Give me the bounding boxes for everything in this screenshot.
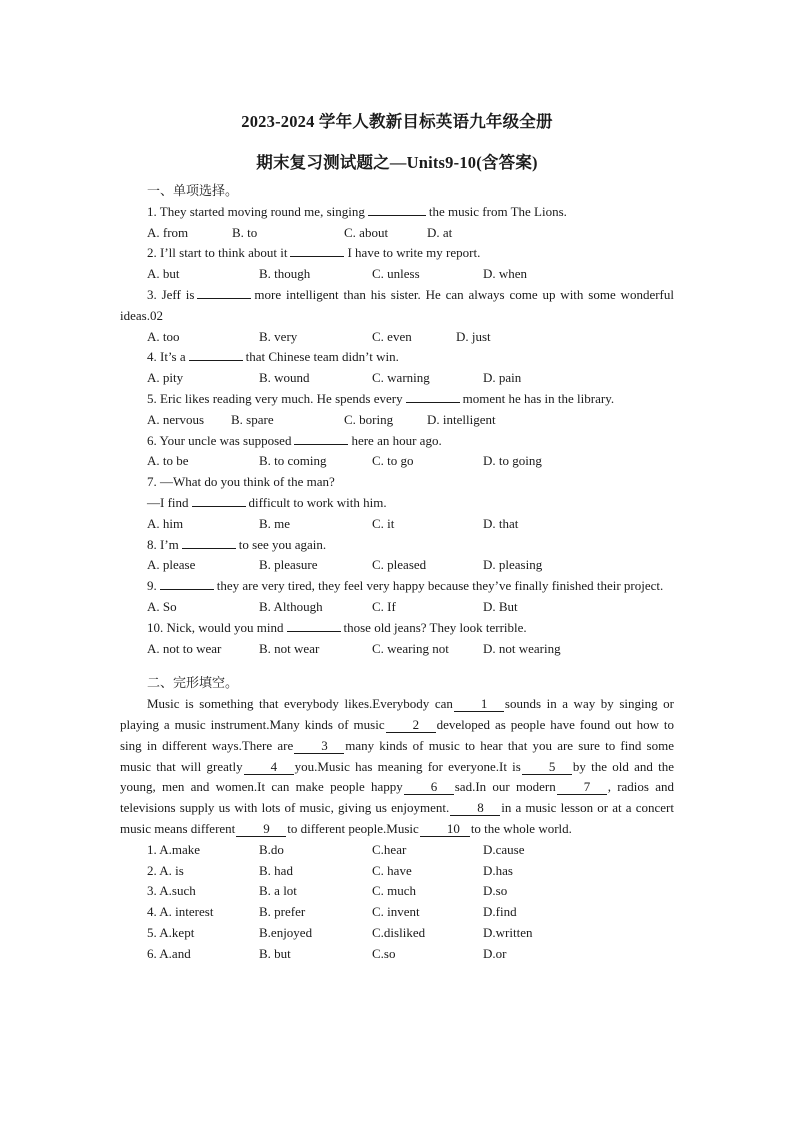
option-b: B. to coming [259, 453, 327, 469]
option-a: 4. A. interest [147, 904, 214, 920]
option-c: C.so [372, 945, 396, 961]
option-b: B.do [259, 841, 284, 857]
question-2: 2. I’ll start to think about it I have to write my report. [147, 245, 481, 261]
question-8: 8. I’m to see you again. [147, 536, 327, 552]
question-7-reply: —I find difficult to work with him. [147, 494, 387, 510]
cloze-blank-8: 8 [450, 800, 500, 816]
option-d: D. not wearing [483, 640, 561, 656]
option-b: B. me [259, 515, 291, 531]
cloze-options-6 [120, 944, 674, 965]
option-c: C. even [372, 328, 412, 344]
cloze-blank-1: 1 [454, 696, 504, 712]
document-subtitle: 期末复习测试题之—Units9-10(含答案) [256, 153, 538, 172]
option-b: B. pleasure [259, 557, 318, 573]
answer-blank [287, 618, 341, 632]
question-5-options [120, 410, 674, 431]
option-d: D. when [483, 266, 528, 282]
answer-blank [406, 389, 460, 403]
option-a: A. not to wear [147, 640, 222, 656]
question-10-options [120, 639, 674, 660]
option-b: B. but [259, 945, 291, 961]
option-c: C. warning [372, 370, 430, 386]
cloze-options-2 [120, 861, 674, 882]
option-c: C. to go [372, 453, 414, 469]
question-7: 7. —What do you think of the man? [147, 474, 335, 490]
section1-heading: 一、单项选择。 [147, 183, 239, 198]
cloze-blank-6: 6 [404, 779, 454, 795]
question-3-options [120, 327, 674, 348]
option-a: 5. A.kept [147, 924, 195, 940]
option-d: D. But [483, 598, 518, 614]
option-d: D.cause [483, 841, 525, 857]
answer-blank [182, 535, 236, 549]
option-c: C. about [344, 224, 389, 240]
option-d: D.has [483, 862, 513, 878]
question-8-options [120, 555, 674, 576]
option-d: D. to going [483, 453, 542, 469]
question-5: 5. Eric likes reading very much. He spends every moment he has in the library. [147, 390, 615, 406]
option-d: D. intelligent [427, 411, 496, 427]
question-4: 4. It’s a that Chinese team didn’t win. [147, 349, 399, 365]
cloze-blank-9: 9 [236, 821, 286, 837]
answer-blank [160, 576, 214, 590]
option-b: B. spare [231, 411, 274, 427]
answer-blank [368, 202, 426, 216]
option-a: A. nervous [147, 411, 205, 427]
question-6-options [120, 451, 674, 472]
option-a: A. pity [147, 370, 184, 386]
option-a: 2. A. is [147, 862, 184, 878]
option-a: A. please [147, 557, 196, 573]
answer-blank [290, 243, 344, 257]
section2-heading: 二、完形填空。 [147, 675, 239, 691]
cloze-blank-2: 2 [386, 717, 436, 733]
answer-blank [189, 347, 243, 361]
question-9-options [120, 597, 674, 618]
option-d: D. at [427, 224, 453, 240]
option-c: C. much [372, 883, 417, 899]
cloze-options-5 [120, 923, 674, 944]
question-9: 9. they are very tired, they feel very happy because they’ve finally finished their project. [147, 578, 664, 594]
option-c: C.disliked [372, 924, 426, 940]
option-c: C. unless [372, 266, 420, 282]
cloze-options-4 [120, 902, 674, 923]
option-b: B. had [259, 862, 293, 878]
cloze-blank-5: 5 [522, 759, 572, 775]
option-c: C. boring [344, 411, 394, 427]
option-d: D.or [483, 945, 507, 961]
exercise-body [120, 181, 674, 964]
option-a: A. from [147, 224, 189, 240]
option-a: A. but [147, 266, 180, 282]
question-1: 1. They started moving round me, singing the music from The Lions. [147, 203, 567, 219]
option-b: B. to [232, 224, 258, 240]
cloze-options-1 [120, 840, 674, 861]
option-b: B. Although [259, 598, 323, 614]
option-b: B. wound [259, 370, 310, 386]
answer-blank [197, 285, 251, 299]
option-d: D. just [456, 328, 491, 344]
option-a: 6. A.and [147, 945, 191, 961]
option-a: 3. A.such [147, 883, 196, 899]
option-b: B. though [259, 266, 311, 282]
option-a: 1. A.make [147, 841, 201, 857]
option-a: A. So [147, 598, 177, 614]
question-6: 6. Your uncle was supposed here an hour ago. [147, 432, 442, 448]
option-c: C. invent [372, 904, 420, 920]
option-d: D. pleasing [483, 557, 543, 573]
answer-blank [192, 493, 246, 507]
option-c: C. wearing not [372, 640, 449, 656]
option-b: B. a lot [259, 883, 297, 899]
option-b: B. not wear [259, 640, 320, 656]
cloze-blank-7: 7 [557, 779, 607, 795]
option-c: C. have [372, 862, 412, 878]
option-d: D.so [483, 883, 508, 899]
question-7-options [120, 514, 674, 535]
document-title: 2023-2024 学年人教新目标英语九年级全册 [241, 112, 553, 131]
option-a: A. him [147, 515, 184, 531]
cloze-blank-3: 3 [294, 738, 344, 754]
option-b: B. prefer [259, 904, 306, 920]
question-2-options [120, 264, 674, 285]
option-b: B.enjoyed [259, 924, 313, 940]
option-d: D. that [483, 515, 519, 531]
question-10: 10. Nick, would you mind those old jeans? They look terrible. [147, 619, 527, 635]
option-a: A. too [147, 328, 180, 344]
option-d: D. pain [483, 370, 522, 386]
cloze-options-3 [120, 881, 674, 902]
option-d: D.find [483, 904, 517, 920]
option-c: C. If [372, 598, 396, 614]
answer-blank [294, 431, 348, 445]
question-4-options [120, 368, 674, 389]
question-1-options [120, 223, 674, 244]
cloze-blank-4: 4 [244, 759, 294, 775]
cloze-blank-10: 10 [420, 821, 470, 837]
option-c: C. pleased [372, 557, 427, 573]
option-a: A. to be [147, 453, 189, 469]
cloze-passage: Music is something that everybody likes.Everybody can 1 sounds in a way by singing or playing a music instrument.Many kinds of music 2 developed as people have found out how to sing in different ways.There are 3 many kinds of music to hear that you are sure to find some music that will greatly 4 you.Music has meaning for everyone.It is 5 by the old and the young, men and women.It can make people happy 6 sad.In our modern 7 , radios and televisions supply us with lots of music, giving us enjoyment. 8 in a music lesson or at a concert music means different 9 to different people.Music 10 to the whole world. [120, 696, 674, 836]
option-c: C.hear [372, 841, 407, 857]
option-c: C. it [372, 515, 395, 531]
question-3: 3. Jeff is more intelligent than his sister. He can always come up with some wonderful ideas.02 [120, 286, 674, 323]
option-b: B. very [259, 328, 298, 344]
option-d: D.written [483, 924, 533, 940]
